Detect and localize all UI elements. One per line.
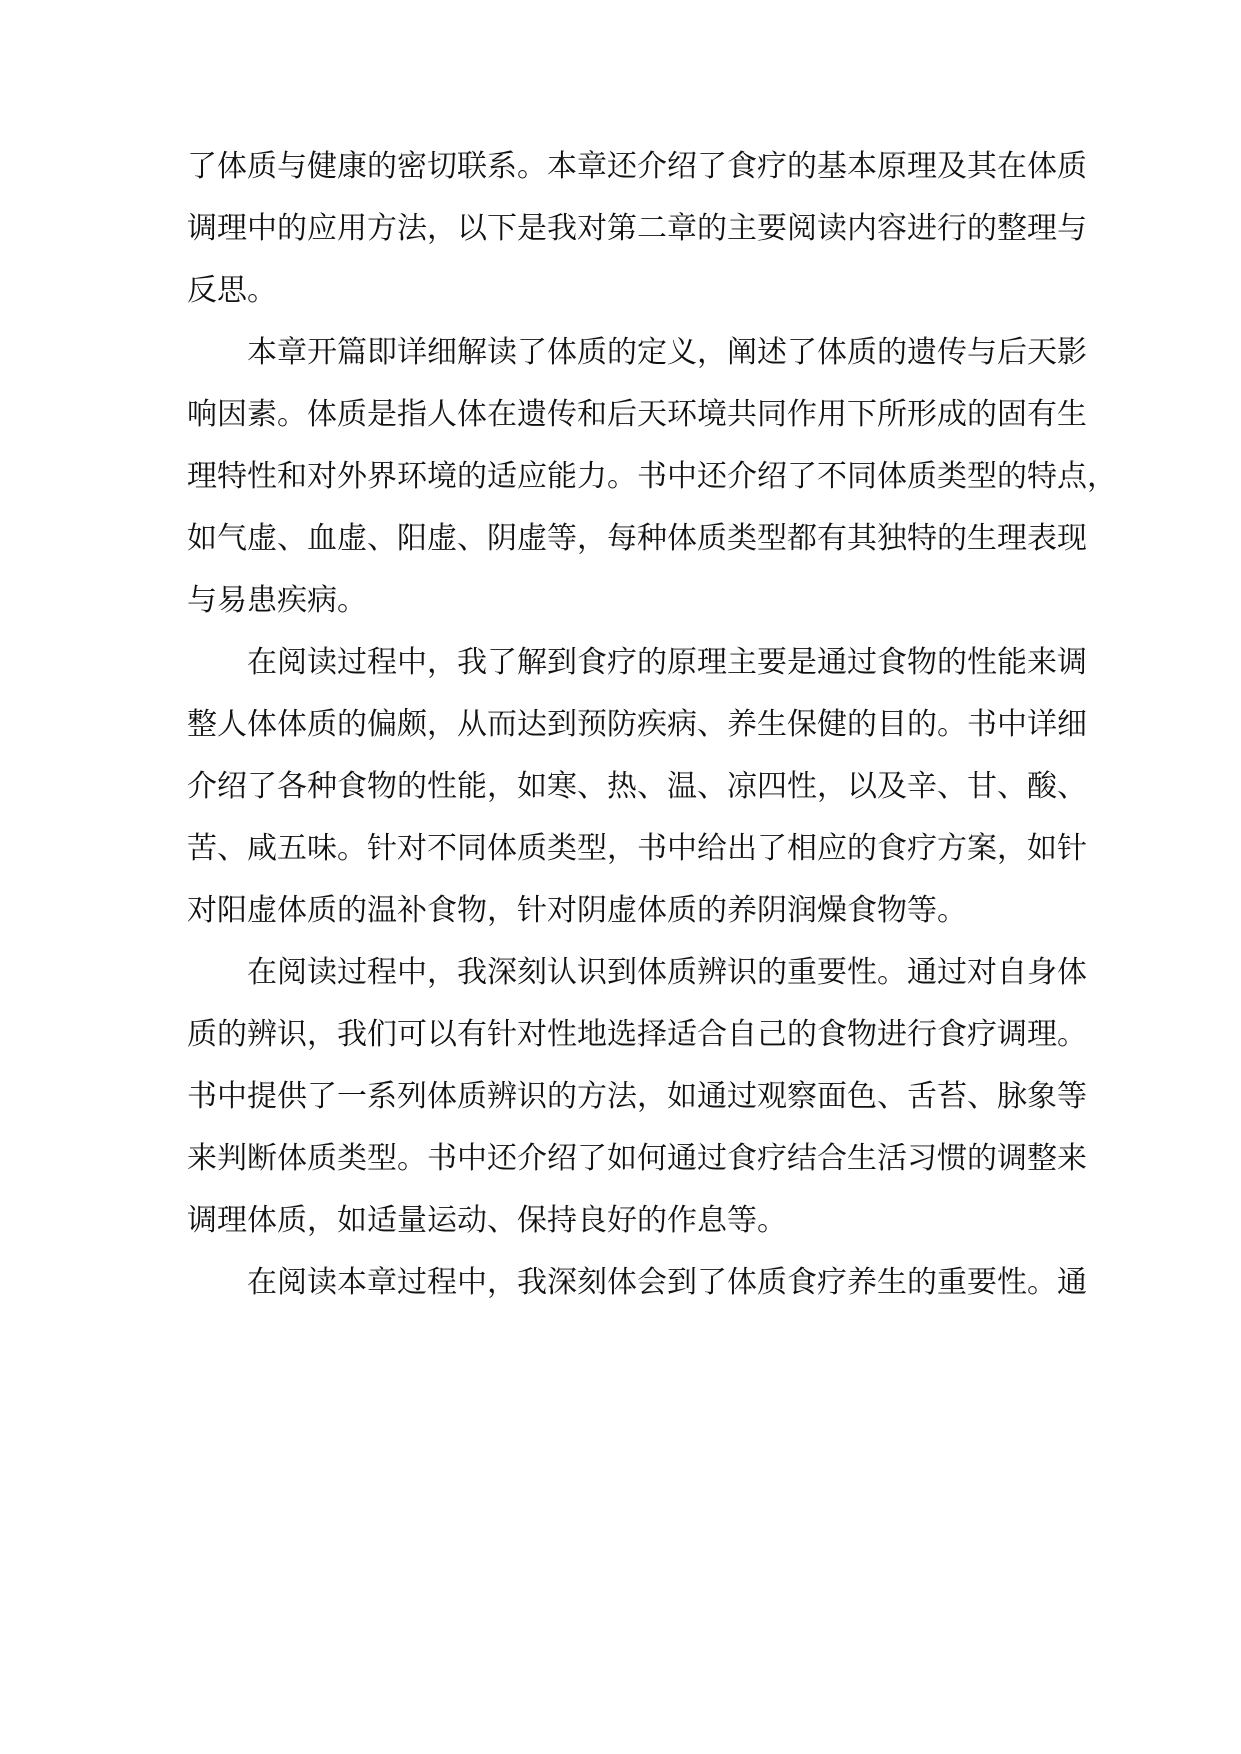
text-line: 在阅读过程中，我了解到食疗的原理主要是通过食物的性能来调 [247, 645, 1087, 680]
text-line: 对阳虚体质的温补食物，针对阴虚体质的养阴润燥食物等。 [187, 893, 967, 928]
text-line: 质的辨识，我们可以有针对性地选择适合自己的食物进行食疗调理。 [187, 1017, 1087, 1052]
text-line: 来判断体质类型。书中还介绍了如何通过食疗结合生活习惯的调整来 [187, 1141, 1087, 1176]
text-line: 了体质与健康的密切联系。本章还介绍了食疗的基本原理及其在体质 [187, 149, 1087, 184]
text-line: 在阅读过程中，我深刻认识到体质辨识的重要性。通过对自身体 [247, 955, 1087, 990]
paragraph-1 [187, 136, 1087, 322]
text-line: 本章开篇即详细解读了体质的定义，阐述了体质的遗传与后天影 [247, 335, 1087, 370]
paragraph-2 [187, 322, 1117, 632]
text-line: 与易患疾病。 [187, 583, 367, 618]
text-line: 书中提供了一系列体质辨识的方法，如通过观察面色、舌苔、脉象等 [187, 1079, 1087, 1114]
text-line: 响因素。体质是指人体在遗传和后天环境共同作用下所形成的固有生 [187, 397, 1087, 432]
document-body [187, 136, 1117, 1314]
paragraph-3 [187, 632, 1087, 942]
text-line: 理特性和对外界环境的适应能力。书中还介绍了不同体质类型的特点， [187, 459, 1117, 494]
text-line: 如气虚、血虚、阳虚、阴虚等，每种体质类型都有其独特的生理表现 [187, 521, 1087, 556]
text-line: 介绍了各种食物的性能，如寒、热、温、凉四性，以及辛、甘、酸、 [187, 769, 1087, 804]
text-line: 在阅读本章过程中，我深刻体会到了体质食疗养生的重要性。通 [247, 1265, 1087, 1300]
text-line: 整人体体质的偏颇，从而达到预防疾病、养生保健的目的。书中详细 [187, 707, 1087, 742]
text-line: 调理中的应用方法，以下是我对第二章的主要阅读内容进行的整理与 [187, 211, 1087, 246]
text-line: 苦、咸五味。针对不同体质类型，书中给出了相应的食疗方案，如针 [187, 831, 1087, 866]
paragraph-5 [187, 1252, 1087, 1314]
text-line: 调理体质，如适量运动、保持良好的作息等。 [187, 1203, 787, 1238]
paragraph-4 [187, 942, 1087, 1252]
text-line: 反思。 [187, 273, 277, 308]
